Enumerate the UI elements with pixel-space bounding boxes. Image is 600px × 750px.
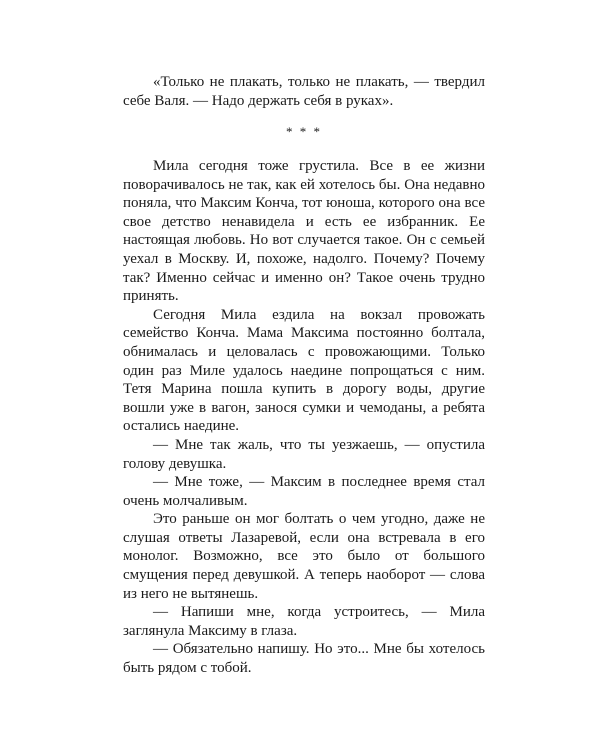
- paragraph: — Мне так жаль, что ты уезжаешь, — опустила голову девушка.: [123, 436, 485, 472]
- paragraph: Сегодня Мила ездила на вокзал провожать семейство Конча. Мама Максима постоянно болтала, обнималась и целовалась с провожающими. Только один раз Миле удалось наедине попрощаться с ним. Тетя Марина пошла купить в дорогу воды, другие вошли уже в вагон, занося сумки и чемоданы, а ребята остались наедине.: [123, 306, 485, 435]
- paragraph: — Мне тоже, — Максим в последнее время стал очень молчаливым.: [123, 474, 485, 509]
- paragraph: — Напиши мне, когда устроитесь, — Мила заглянула Максиму в глаза.: [123, 604, 485, 639]
- section-separator: * * *: [286, 124, 322, 139]
- paragraph: Мила сегодня тоже грустила. Все в ее жизни поворачивалось не так, как ей хотелось бы. Она недавно поняла, что Максим Конча, тот юноша, которого она все свое детство ненавидела и есть ее избранник. Ее настоящая любовь. Но вот случается такое. Он с семьей уехал в Москву. И, похоже, надолго. Почему? Почему так? Именно сейчас и именно он? Такое очень трудно принять.: [123, 158, 485, 305]
- paragraph: Это раньше он мог болтать о чем угодно, даже не слушая ответы Лазаревой, если она встревала в его монолог. Возможно, все это было от большого смущения перед девушкой. А теперь наоборот — слова из него не вытянешь.: [123, 511, 485, 602]
- intro-block: [123, 73, 485, 110]
- intro-paragraph: «Только не плакать, только не плакать, — твердил себе Валя. — Надо держать себя в руках».: [123, 74, 485, 109]
- paragraph: — Обязательно напишу. Но это... Мне бы хотелось быть рядом с тобой.: [123, 641, 485, 677]
- main-text-block: [123, 157, 485, 678]
